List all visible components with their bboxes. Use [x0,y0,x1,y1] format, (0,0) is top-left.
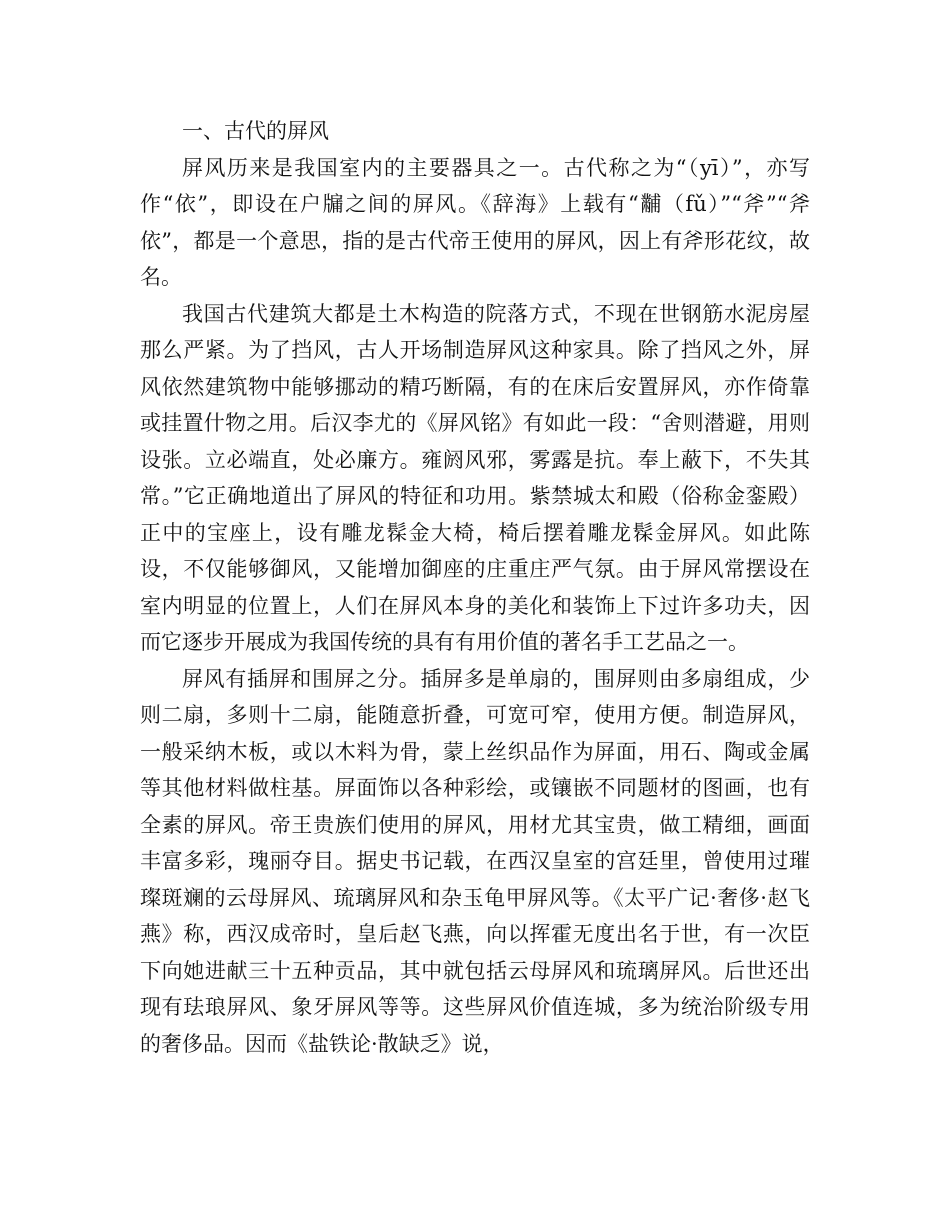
document-body [140,113,810,1062]
paragraph-2: 我国古代建筑大都是土木构造的院落方式，不现在世钢筋水泥房屋那么严紧。为了挡风，古人开场制造屏风这种家具。除了挡风之外，屏风依然建筑物中能够挪动的精巧断隔，有的在床后安置屏风，亦作倚靠或挂置什物之用。后汉李尤的《屏风铭》有如此一段：“舍则潜避，用则设张。立必端直，处必廉方。雍阏风邪，雾露是抗。奉上蔽下，不失其常。”它正确地道出了屏风的特征和功用。紫禁城太和殿（俗称金銮殿）正中的宝座上，设有雕龙髹金大椅，椅后摆着雕龙髹金屏风。如此陈设，不仅能够御风，又能增加御座的庄重庄严气氛。由于屏风常摆设在室内明显的位置上，人们在屏风本身的美化和装饰上下过许多功夫，因而它逐步开展成为我国传统的具有有用价值的著名手工艺品之一。 [140,301,810,654]
section-heading: 一、古代的屏风 [182,119,329,143]
paragraph-3: 屏风有插屏和围屏之分。插屏多是单扇的，围屏则由多扇组成，少则二扇，多则十二扇，能随意折叠，可宽可窄，使用方便。制造屏风，一般采纳木板，或以木料为骨，蒙上丝织品作为屏面，用石、陶或金属等其他材料做柱基。屏面饰以各种彩绘，或镶嵌不同题材的图画，也有全素的屏风。帝王贵族们使用的屏风，用材尤其宝贵，做工精细，画面丰富多彩，瑰丽夺目。据史书记载，在西汉皇室的宫廷里，曾使用过璀璨斑斓的云母屏风、琉璃屏风和杂玉龟甲屏风等。《太平广记·奢侈·赵飞燕》称，西汉成帝时，皇后赵飞燕，向以挥霍无度出名于世，有一次臣下向她进献三十五种贡品，其中就包括云母屏风和琉璃屏风。后世还出现有珐琅屏风、象牙屏风等等。这些屏风价值连城，多为统治阶级专用的奢侈品。因而《盐铁论·散缺乏》说， [140,666,810,1056]
paragraph-1: 屏风历来是我国室内的主要器具之一。古代称之为“（yī）”，亦写作“依”，即设在户牖之间的屏风。《辞海》上载有“黼（fǔ）”“斧”“斧依”，都是一个意思，指的是古代帝王使用的屏风，因上有斧形花纹，故名。 [140,155,810,289]
